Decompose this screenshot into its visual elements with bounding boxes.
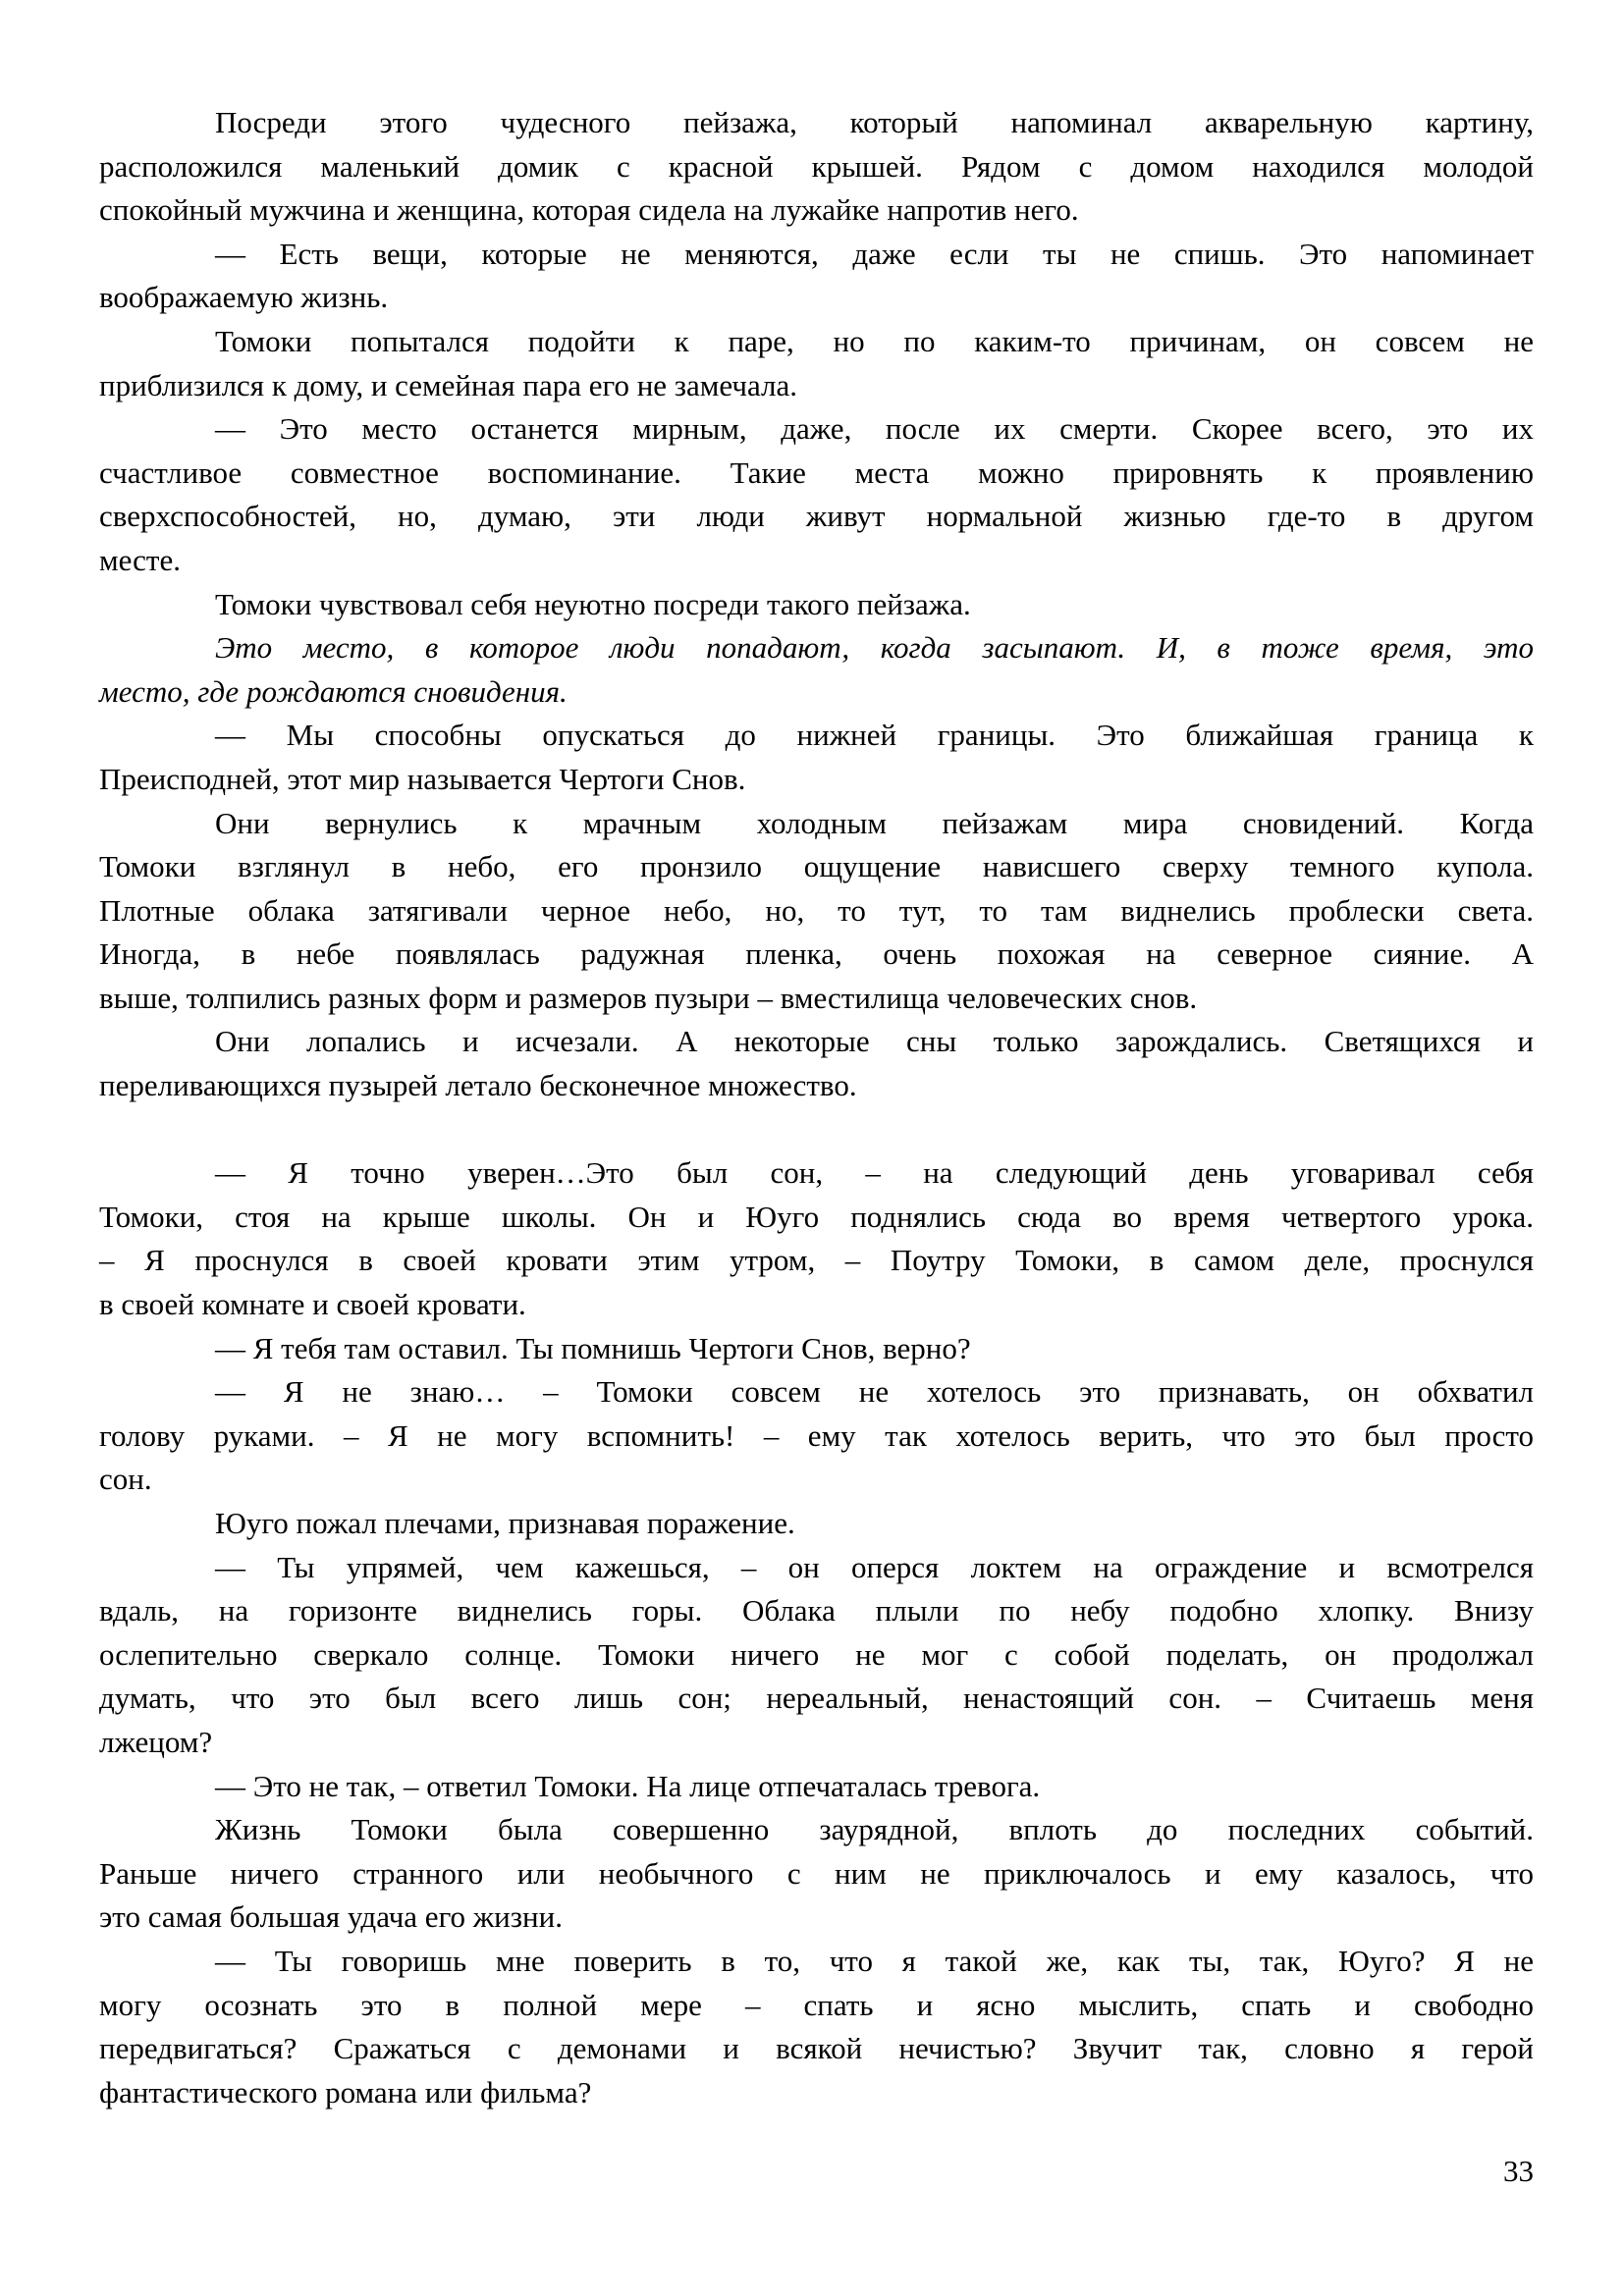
text-line: сон. — [99, 1462, 152, 1497]
text-line: выше, толпились разных форм и размеров пузыри – вместилища человеческих снов. — [99, 980, 1198, 1015]
text-line: Томоки, стоя на крыше школы. Он и Юуго поднялись сюда во время четвертого урока. — [99, 1199, 1534, 1234]
text-line: ослепительно сверкало солнце. Томоки ничего не мог с собой поделать, он продолжал — [99, 1636, 1534, 1672]
text-line: в своей комнате и своей кровати. — [99, 1287, 526, 1322]
text-line: воображаемую жизнь. — [99, 280, 389, 315]
italic-text-line: Это место, в которое люди попадают, когда засыпают. И, в тоже время, это — [215, 630, 1534, 666]
italic-text-line: место, где рождаются сновидения. — [99, 673, 568, 709]
text-line: Томоки попытался подойти к паре, но по каким-то причинам, он совсем не — [215, 323, 1534, 358]
text-line: Посреди этого чудесного пейзажа, который напоминал акварельную картину, — [215, 105, 1534, 139]
page-number: 33 — [1503, 2154, 1534, 2188]
text-line: фантастического романа или фильма? — [99, 2074, 592, 2109]
text-line: Плотные облака затягивали черное небо, но, то тут, то там виднелись проблески света. — [99, 892, 1534, 928]
text-line: месте. — [99, 542, 181, 577]
text-line: — Я не знаю… – Томоки совсем не хотелось это признавать, он обхватил — [215, 1374, 1534, 1410]
text-line: Жизнь Томоки была совершенно заурядной, вплоть до последних событий. — [215, 1812, 1534, 1847]
text-line: лжецом? — [99, 1724, 213, 1759]
text-line: – Я проснулся в своей кровати этим утром, – Поутру Томоки, в самом деле, проснулся — [99, 1243, 1534, 1278]
text-line: Они вернулись к мрачным холодным пейзажам мира сновидений. Когда — [215, 805, 1534, 840]
text-line: — Есть вещи, которые не меняются, даже если ты не спишь. Это напоминает — [215, 236, 1534, 271]
text-line: — Это не так, – ответил Томоки. На лице отпечаталась тревога. — [215, 1768, 1041, 1803]
text-line: — Я точно уверен…Это был сон, – на следующий день уговаривал себя — [215, 1155, 1534, 1191]
text-line: — Я тебя там оставил. Ты помнишь Чертоги Снов, верно? — [215, 1330, 971, 1365]
text-line: — Мы способны опускаться до нижней границы. Это ближайшая граница к — [215, 718, 1534, 753]
body-text — [99, 101, 1534, 2114]
text-line: — Ты говоришь мне поверить в то, что я такой же, как ты, так, Юуго? Я не — [215, 1943, 1534, 1978]
text-line: Преисподней, этот мир называется Чертоги Снов. — [99, 761, 746, 796]
text-line: расположился маленький домик с красной крышей. Рядом с домом находился молодой — [99, 148, 1534, 184]
text-line: Раньше ничего странного или необычного с ним не приключалось и ему казалось, что — [99, 1855, 1534, 1891]
text-line: передвигаться? Сражаться с демонами и всякой нечистью? Звучит так, словно я герой — [99, 2031, 1534, 2066]
text-line: думать, что это был всего лишь сон; нереальный, ненастоящий сон. – Считаешь меня — [99, 1681, 1534, 1716]
text-line: это самая большая удача его жизни. — [99, 1899, 563, 1935]
text-line: спокойный мужчина и женщина, которая сидела на лужайке напротив него. — [99, 192, 1079, 228]
text-line: Томоки чувствовал себя неуютно посреди такого пейзажа. — [215, 586, 971, 621]
text-line: Иногда, в небе появлялась радужная пленка, очень похожая на северное сияние. А — [99, 936, 1534, 972]
text-line: счастливое совместное воспоминание. Такие места можно прировнять к проявлению — [99, 454, 1534, 490]
text-line: Они лопались и исчезали. А некоторые сны только зарождались. Светящихся и — [215, 1024, 1534, 1059]
text-line: Юуго пожал плечами, признавая поражение. — [215, 1506, 795, 1540]
text-line: голову руками. – Я не могу вспомнить! – ему так хотелось верить, что это был просто — [99, 1417, 1534, 1453]
text-line: — Это место останется мирным, даже, после их смерти. Скорее всего, это их — [215, 411, 1534, 447]
text-line: Томоки взглянул в небо, его пронзило ощущение нависшего сверху темного купола. — [99, 849, 1534, 884]
text-line: вдаль, на горизонте виднелись горы. Облака плыли по небу подобно хлопку. Внизу — [99, 1593, 1534, 1629]
text-line: переливающихся пузырей летало бесконечное множество. — [99, 1068, 857, 1103]
text-line: — Ты упрямей, чем кажешься, – он оперся локтем на ограждение и всмотрелся — [215, 1549, 1534, 1584]
text-line: могу осознать это в полной мере – спать и ясно мыслить, спать и свободно — [99, 1987, 1534, 2022]
text-line: сверхспособностей, но, думаю, эти люди живут нормальной жизнью где-то в другом — [99, 499, 1534, 534]
text-line: приблизился к дому, и семейная пара его не замечала. — [99, 367, 798, 402]
scene-break — [99, 1108, 1534, 1152]
